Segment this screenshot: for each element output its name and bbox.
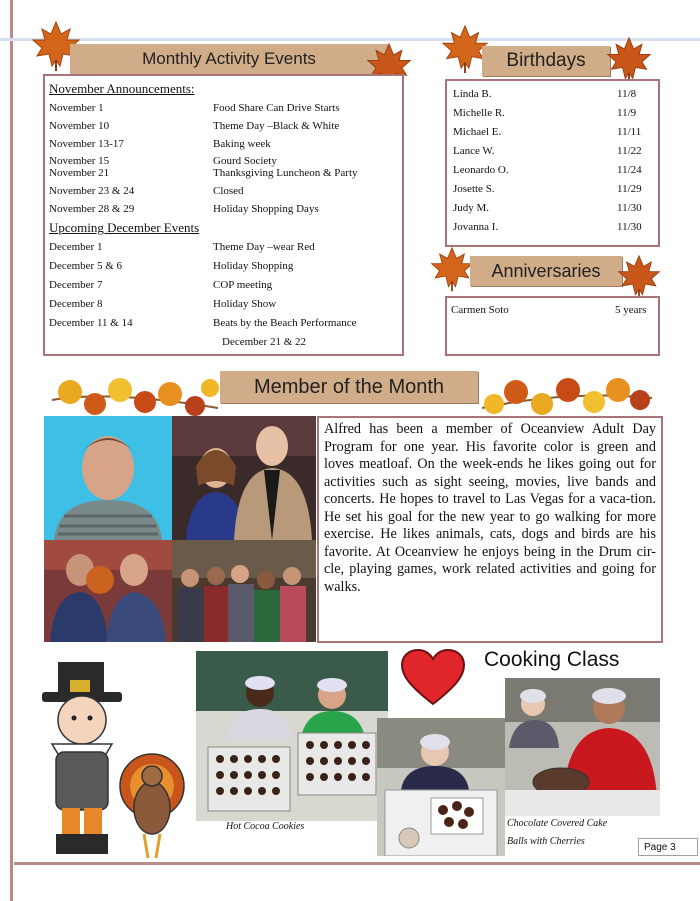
event-name: Baking week — [213, 138, 271, 150]
cake-balls-caption-line1: Chocolate Covered Cake — [507, 818, 608, 829]
event-name: Gourd Society — [213, 155, 277, 167]
event-name: Food Share Can Drive Starts — [213, 102, 340, 114]
anniversaries-box — [445, 296, 660, 356]
cake-balls-caption — [507, 815, 607, 851]
autumn-leaves-garland-left — [50, 360, 220, 418]
birthday-date: 11/9 — [617, 107, 637, 119]
anniversary-name: Carmen Soto — [451, 304, 509, 316]
heart-icon — [400, 648, 466, 708]
event-name: Closed — [213, 185, 244, 197]
birthday-date: 11/8 — [617, 88, 637, 100]
event-date: November 1 — [49, 102, 104, 114]
birthday-date: 11/22 — [617, 145, 642, 157]
top-rule — [0, 38, 700, 41]
event-date: November 15 — [49, 155, 110, 167]
event-date: December 1 — [49, 241, 103, 253]
event-date: November 28 & 29 — [49, 203, 135, 215]
birthday-date: 11/24 — [617, 164, 642, 176]
hot-cocoa-cookies-photo — [196, 651, 388, 821]
event-date: December 8 — [49, 298, 103, 310]
birthday-date: 11/30 — [617, 221, 642, 233]
event-name: Thanksgiving Luncheon & Party — [213, 167, 358, 179]
birthday-date: 11/11 — [617, 126, 642, 138]
member-portrait-photo — [44, 416, 172, 540]
birthdays-box — [445, 79, 660, 247]
monthly-events-box — [43, 74, 404, 356]
member-basketball-photo — [44, 540, 172, 642]
maple-leaf-icon — [602, 36, 656, 84]
monthly-events-banner: Monthly Activity Events — [70, 44, 388, 74]
cooking-class-title: Cooking Class — [484, 648, 620, 671]
birthday-name: Linda B. — [453, 88, 492, 100]
event-name: Theme Day –Black & White — [213, 120, 340, 132]
pilgrim-and-turkey-clipart — [22, 658, 194, 864]
birthday-name: Judy M. — [453, 202, 490, 214]
autumn-leaves-garland-right — [480, 360, 655, 418]
event-date: November 21 — [49, 167, 110, 179]
event-date: November 10 — [49, 120, 110, 132]
member-of-month-banner: Member of the Month — [220, 371, 478, 403]
maple-leaf-icon — [612, 254, 666, 300]
bottom-rule — [14, 862, 700, 865]
birthday-date: 11/29 — [617, 183, 642, 195]
birthday-name: Jovanna I. — [453, 221, 499, 233]
event-name: Holiday Shopping Days — [213, 203, 319, 215]
birthday-name: Michael E. — [453, 126, 502, 138]
left-margin-rule — [10, 0, 13, 901]
event-date: December 11 & 14 — [49, 317, 133, 329]
event-name: Theme Day –wear Red — [213, 241, 315, 253]
event-date: December 7 — [49, 279, 103, 291]
event-name: Holiday Shopping — [213, 260, 294, 272]
event-date: December 5 & 6 — [49, 260, 122, 272]
member-with-staff-photo — [172, 416, 316, 540]
birthdays-banner: Birthdays — [482, 46, 610, 76]
birthday-name: Leonardo O. — [453, 164, 509, 176]
page-number: Page 3 — [638, 838, 698, 856]
birthday-name: Josette S. — [453, 183, 495, 195]
chocolate-cake-balls-photo — [505, 678, 660, 816]
november-header: November Announcements: — [49, 81, 195, 96]
event-date: November 23 & 24 — [49, 185, 135, 197]
event-extra-date: December 21 & 22 — [222, 336, 306, 348]
birthday-date: 11/30 — [617, 202, 642, 214]
member-group-event-photo — [172, 540, 316, 642]
event-name: COP meeting — [213, 279, 273, 291]
cake-balls-caption-line2: Balls with Cherries — [507, 836, 585, 847]
event-name: Beats by the Beach Performance — [213, 317, 357, 329]
event-name: Holiday Show — [213, 298, 277, 310]
member-story-text: Alfred has been a member of Oceanview Adult Day Program for one year. His favorite color is green and loves meatloaf. On the week-ends he likes going out for activities such as sight seeing, movies, live bands and concerts. He hopes to travel to Las Vegas for a vaca-tion. He set his goal for the new year to go walking for more exercise. He likes animals, cats, dogs and birds are his favorite. At Oceanview he enjoys being in the Drum cir-cle, playing games, work related activities and going for walks. — [324, 421, 656, 595]
event-date: November 13-17 — [49, 138, 124, 150]
december-header: Upcoming December Events — [49, 220, 200, 235]
anniversaries-banner: Anniversaries — [470, 256, 622, 286]
cake-balls-making-photo — [377, 718, 505, 856]
hot-cocoa-cookies-caption: Hot Cocoa Cookies — [226, 821, 305, 832]
birthday-name: Lance W. — [453, 145, 495, 157]
birthday-name: Michelle R. — [453, 107, 505, 119]
anniversary-years: 5 years — [615, 304, 647, 316]
member-story-box — [317, 416, 663, 643]
